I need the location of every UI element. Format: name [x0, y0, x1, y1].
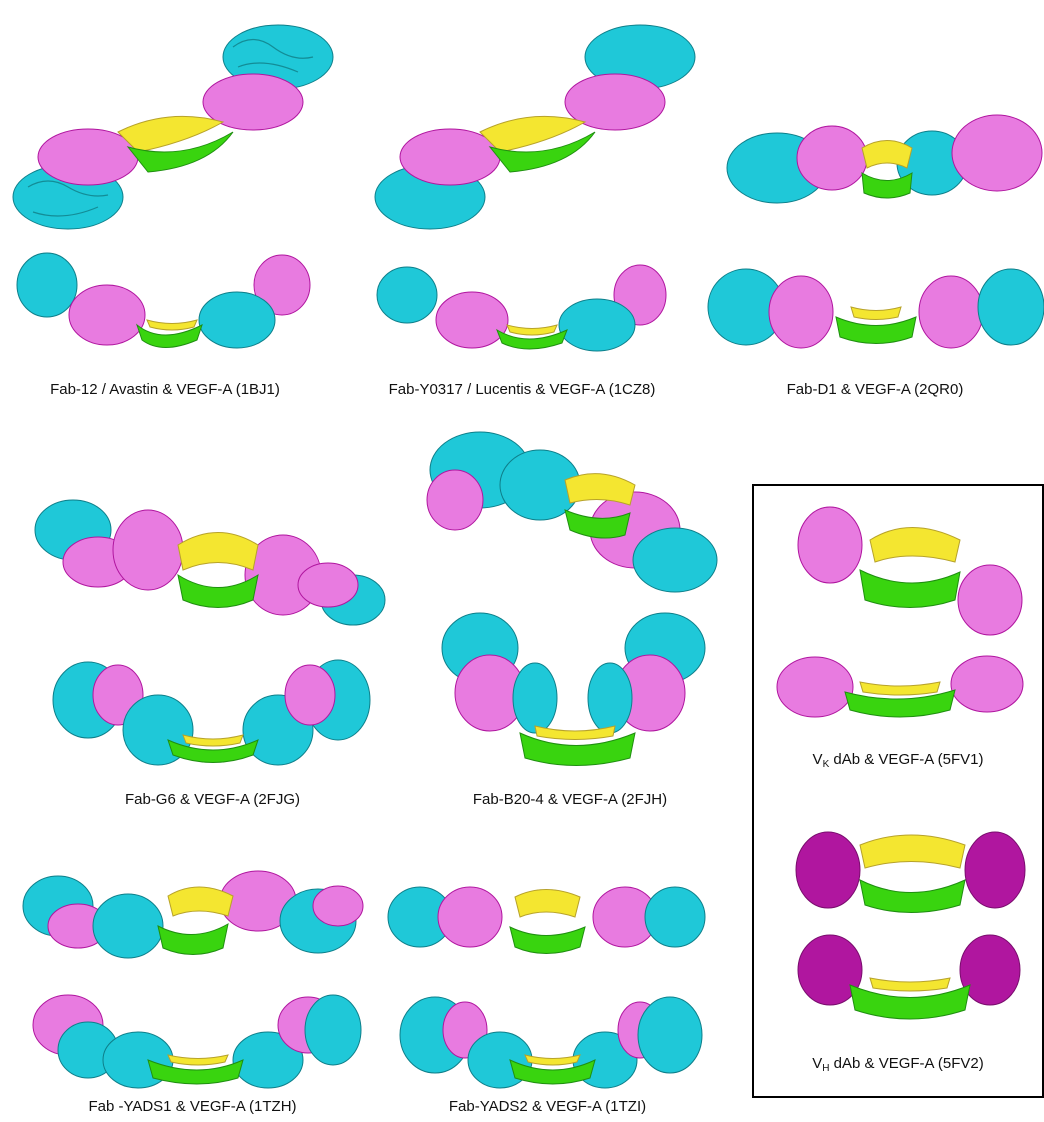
- caption-5fv1-pre: V: [812, 751, 823, 768]
- structure-1cz8-top: [370, 12, 700, 242]
- caption-1cz8: Fab-Y0317 / Lucentis & VEGF-A (1CZ8): [388, 381, 656, 398]
- structure-2qr0-side: [706, 262, 1044, 352]
- structure-5fv2-side: [795, 930, 1025, 1030]
- structure-5fv1-top: [790, 500, 1030, 640]
- caption-5fv1-sub: K: [822, 759, 830, 770]
- caption-1tzh: Fab -YADS1 & VEGF-A (1TZH): [88, 1098, 297, 1115]
- structure-5fv1-side: [775, 652, 1025, 732]
- structure-5fv2-top: [790, 820, 1030, 920]
- structure-1tzh-top: [18, 866, 363, 966]
- structure-1bj1-top: [8, 12, 338, 242]
- caption-5fv2-pre: V: [812, 1055, 823, 1072]
- structure-1bj1-side: [12, 245, 312, 355]
- caption-5fv2-post: dAb & VEGF-A (5FV2): [829, 1055, 984, 1072]
- structure-1cz8-side: [372, 250, 672, 355]
- caption-1tzi: Fab-YADS2 & VEGF-A (1TZI): [448, 1098, 647, 1115]
- structure-2fjg-top: [28, 490, 390, 630]
- structure-2qr0-top: [722, 108, 1044, 218]
- caption-5fv1: [752, 751, 1044, 769]
- structure-1tzi-top: [385, 872, 705, 962]
- structure-1tzh-side: [28, 990, 368, 1090]
- structure-1tzi-side: [395, 990, 705, 1090]
- caption-5fv2: [752, 1055, 1044, 1073]
- structure-2fjh-top: [425, 425, 725, 600]
- caption-2fjh: Fab-B20-4 & VEGF-A (2FJH): [472, 791, 668, 808]
- structure-2fjh-side: [435, 608, 720, 773]
- caption-2qr0: Fab-D1 & VEGF-A (2QR0): [786, 381, 964, 398]
- caption-2fjg: Fab-G6 & VEGF-A (2FJG): [124, 791, 301, 808]
- caption-5fv2-sub: H: [822, 1063, 830, 1074]
- caption-5fv1-post: dAb & VEGF-A (5FV1): [829, 751, 984, 768]
- structure-2fjg-side: [48, 655, 378, 775]
- caption-1bj1: Fab-12 / Avastin & VEGF-A (1BJ1): [50, 381, 280, 398]
